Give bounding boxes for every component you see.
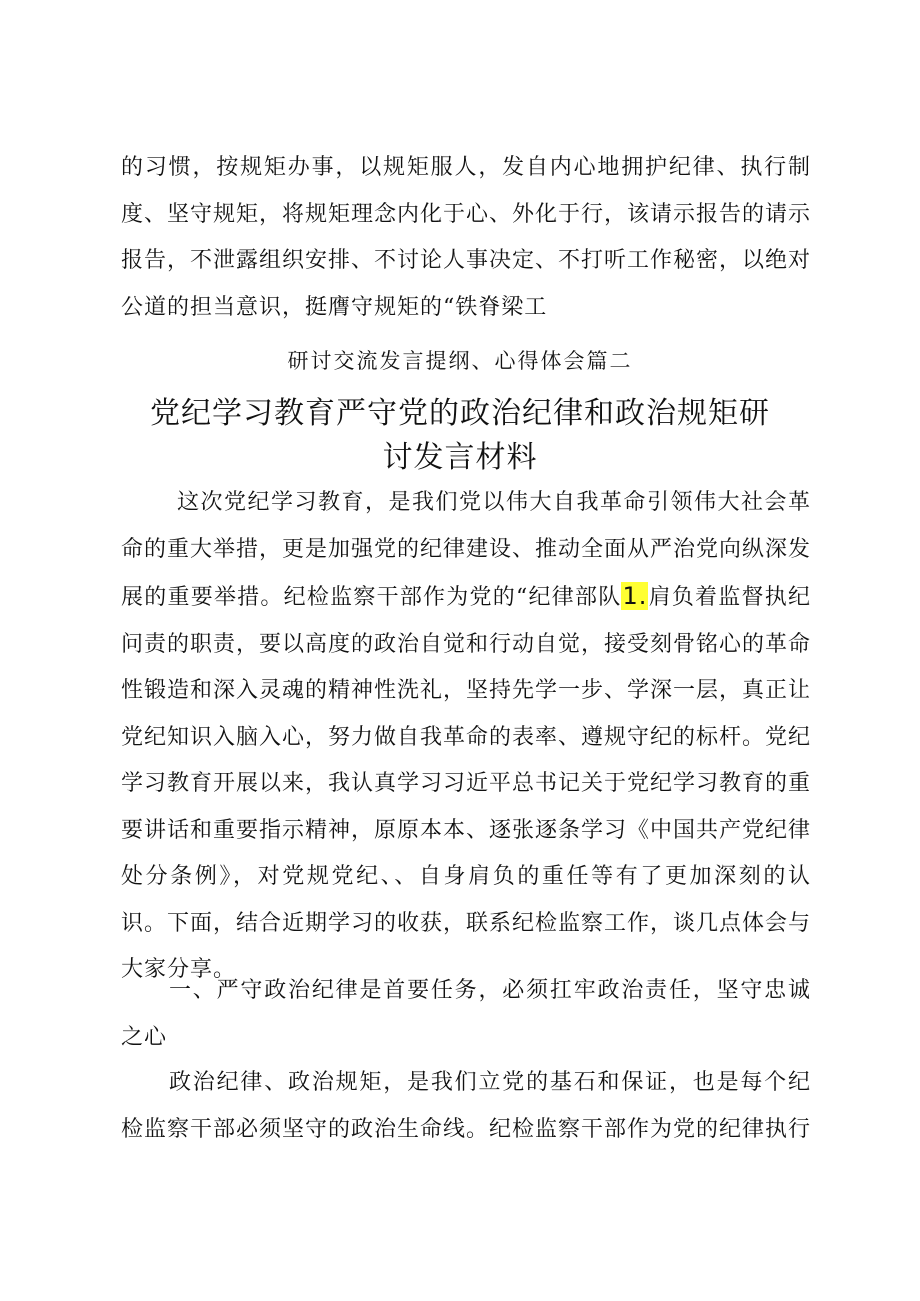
section-subheading: 研讨交流发言提纲、心得体会篇二 (287, 349, 633, 373)
section-1-heading: 一、严守政治纪律是首要任务，必须扛牢政治责任，坚守忠诚之心 (121, 978, 811, 1050)
paragraph-1-text-after: 肩负着监督执纪问责的职责，要以高度的政治自觉和行动自觉，接受刻骨铭心的革命性锻造和深入灵魂的精神性洗礼，坚持先学一步、学深一层，真正让党纪知识入脑入心，努力做自我革命的表率、遵规守纪的标杆。党纪学习教育开展以来，我认真学习习近平总书记关于党纪学习教育的重要讲话和重要指示精神，原原本本、逐张逐条学习《中国共产党纪律处分条例》，对党规党纪、、自身肩负的重任等有了更加深刻的认识。下面，结合近期学习的收获，联系纪检监察工作，谈几点体会与大家分享。 (121, 585, 812, 982)
paragraph-1-text-before: 这次党纪学习教育，是我们党以伟大自我革命引领伟大社会革命的重大举措，更是加强党的纪律建设、推动全面从严治党向纵深发展的重要举措。纪检监察干部作为党的“纪律部队 (121, 490, 812, 610)
body-paragraph-2: 政治纪律、政治规矩，是我们立党的基石和保证，也是每个纪检监察干部必须坚守的政治生命线。纪检监察干部作为党的纪律执行 (121, 1070, 812, 1142)
intro-paragraph: 的习惯，按规矩办事，以规矩服人，发自内心地拥护纪律、执行制度、坚守规矩，将规矩理念内化于心、外化于行，该请示报告的请示报告，不泄露组织安排、不讨论人事决定、不打听工作秘密，以绝对公道的担当意识，挺膺守规矩的“铁脊梁工 (121, 155, 812, 320)
article-title: 党纪学习教育严守党的政治纪律和政治规矩研讨发言材料 (150, 396, 770, 475)
highlighted-marker: 1. (622, 582, 648, 610)
body-paragraph-1 (121, 480, 811, 994)
